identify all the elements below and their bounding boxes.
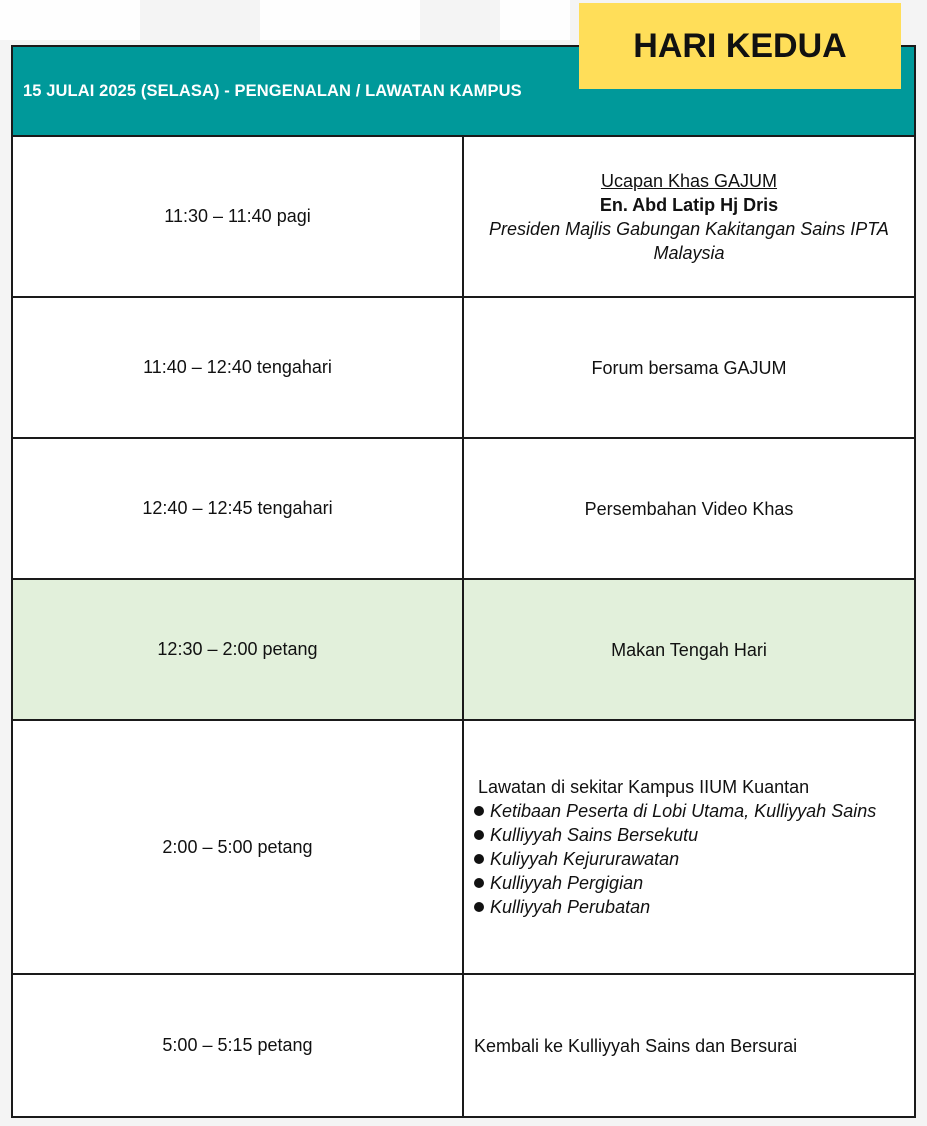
activity-heading: Lawatan di sekitar Kampus IIUM Kuantan — [478, 777, 810, 797]
day-badge: HARI KEDUA — [579, 3, 901, 89]
activity-cell: Persembahan Video Khas — [584, 498, 794, 519]
table-row — [13, 721, 914, 975]
activity-cell: Forum bersama GAJUM — [591, 357, 787, 378]
activity-heading: Ucapan Khas GAJUM — [600, 170, 778, 191]
time-cell: 5:00 – 5:15 petang — [13, 975, 464, 1116]
background-tile — [500, 0, 570, 40]
bullet-icon — [474, 902, 484, 912]
table-row — [13, 439, 914, 580]
visit-stop-list — [474, 799, 876, 919]
speaker-name: En. Abd Latip Hj Dris — [599, 194, 779, 215]
list-item: Kuliyyah Kejururawatan — [474, 847, 876, 871]
activity-cell: Makan Tengah Hari — [611, 639, 767, 660]
bullet-icon — [474, 854, 484, 864]
list-item: Kulliyyah Pergigian — [474, 871, 876, 895]
list-item: Ketibaan Peserta di Lobi Utama, Kulliyyah Sains — [474, 799, 876, 823]
time-cell: 11:30 – 11:40 pagi — [13, 137, 464, 296]
list-item: Kulliyyah Sains Bersekutu — [474, 823, 876, 847]
table-row-lunch — [13, 580, 914, 721]
schedule-table — [11, 45, 916, 1118]
table-row — [13, 298, 914, 439]
time-cell: 12:30 – 2:00 petang — [13, 580, 464, 719]
schedule-title: 15 JULAI 2025 (SELASA) - PENGENALAN / LAWATAN KAMPUS — [23, 82, 522, 100]
bullet-icon — [474, 830, 484, 840]
time-cell: 12:40 – 12:45 tengahari — [13, 439, 464, 578]
speaker-title: Presiden Majlis Gabungan Kakitangan Sains IPTA Malaysia — [489, 218, 889, 263]
time-cell: 2:00 – 5:00 petang — [13, 721, 464, 973]
bullet-icon — [474, 878, 484, 888]
activity-cell — [464, 137, 914, 296]
activity-cell — [464, 721, 914, 973]
activity-cell: Kembali ke Kulliyyah Sains dan Bersurai — [474, 1035, 798, 1056]
bullet-icon — [474, 806, 484, 816]
time-cell: 11:40 – 12:40 tengahari — [13, 298, 464, 437]
background-tile — [0, 0, 140, 40]
table-row — [13, 975, 914, 1116]
list-item: Kulliyyah Perubatan — [474, 895, 876, 919]
background-tile — [260, 0, 420, 40]
table-row — [13, 137, 914, 298]
